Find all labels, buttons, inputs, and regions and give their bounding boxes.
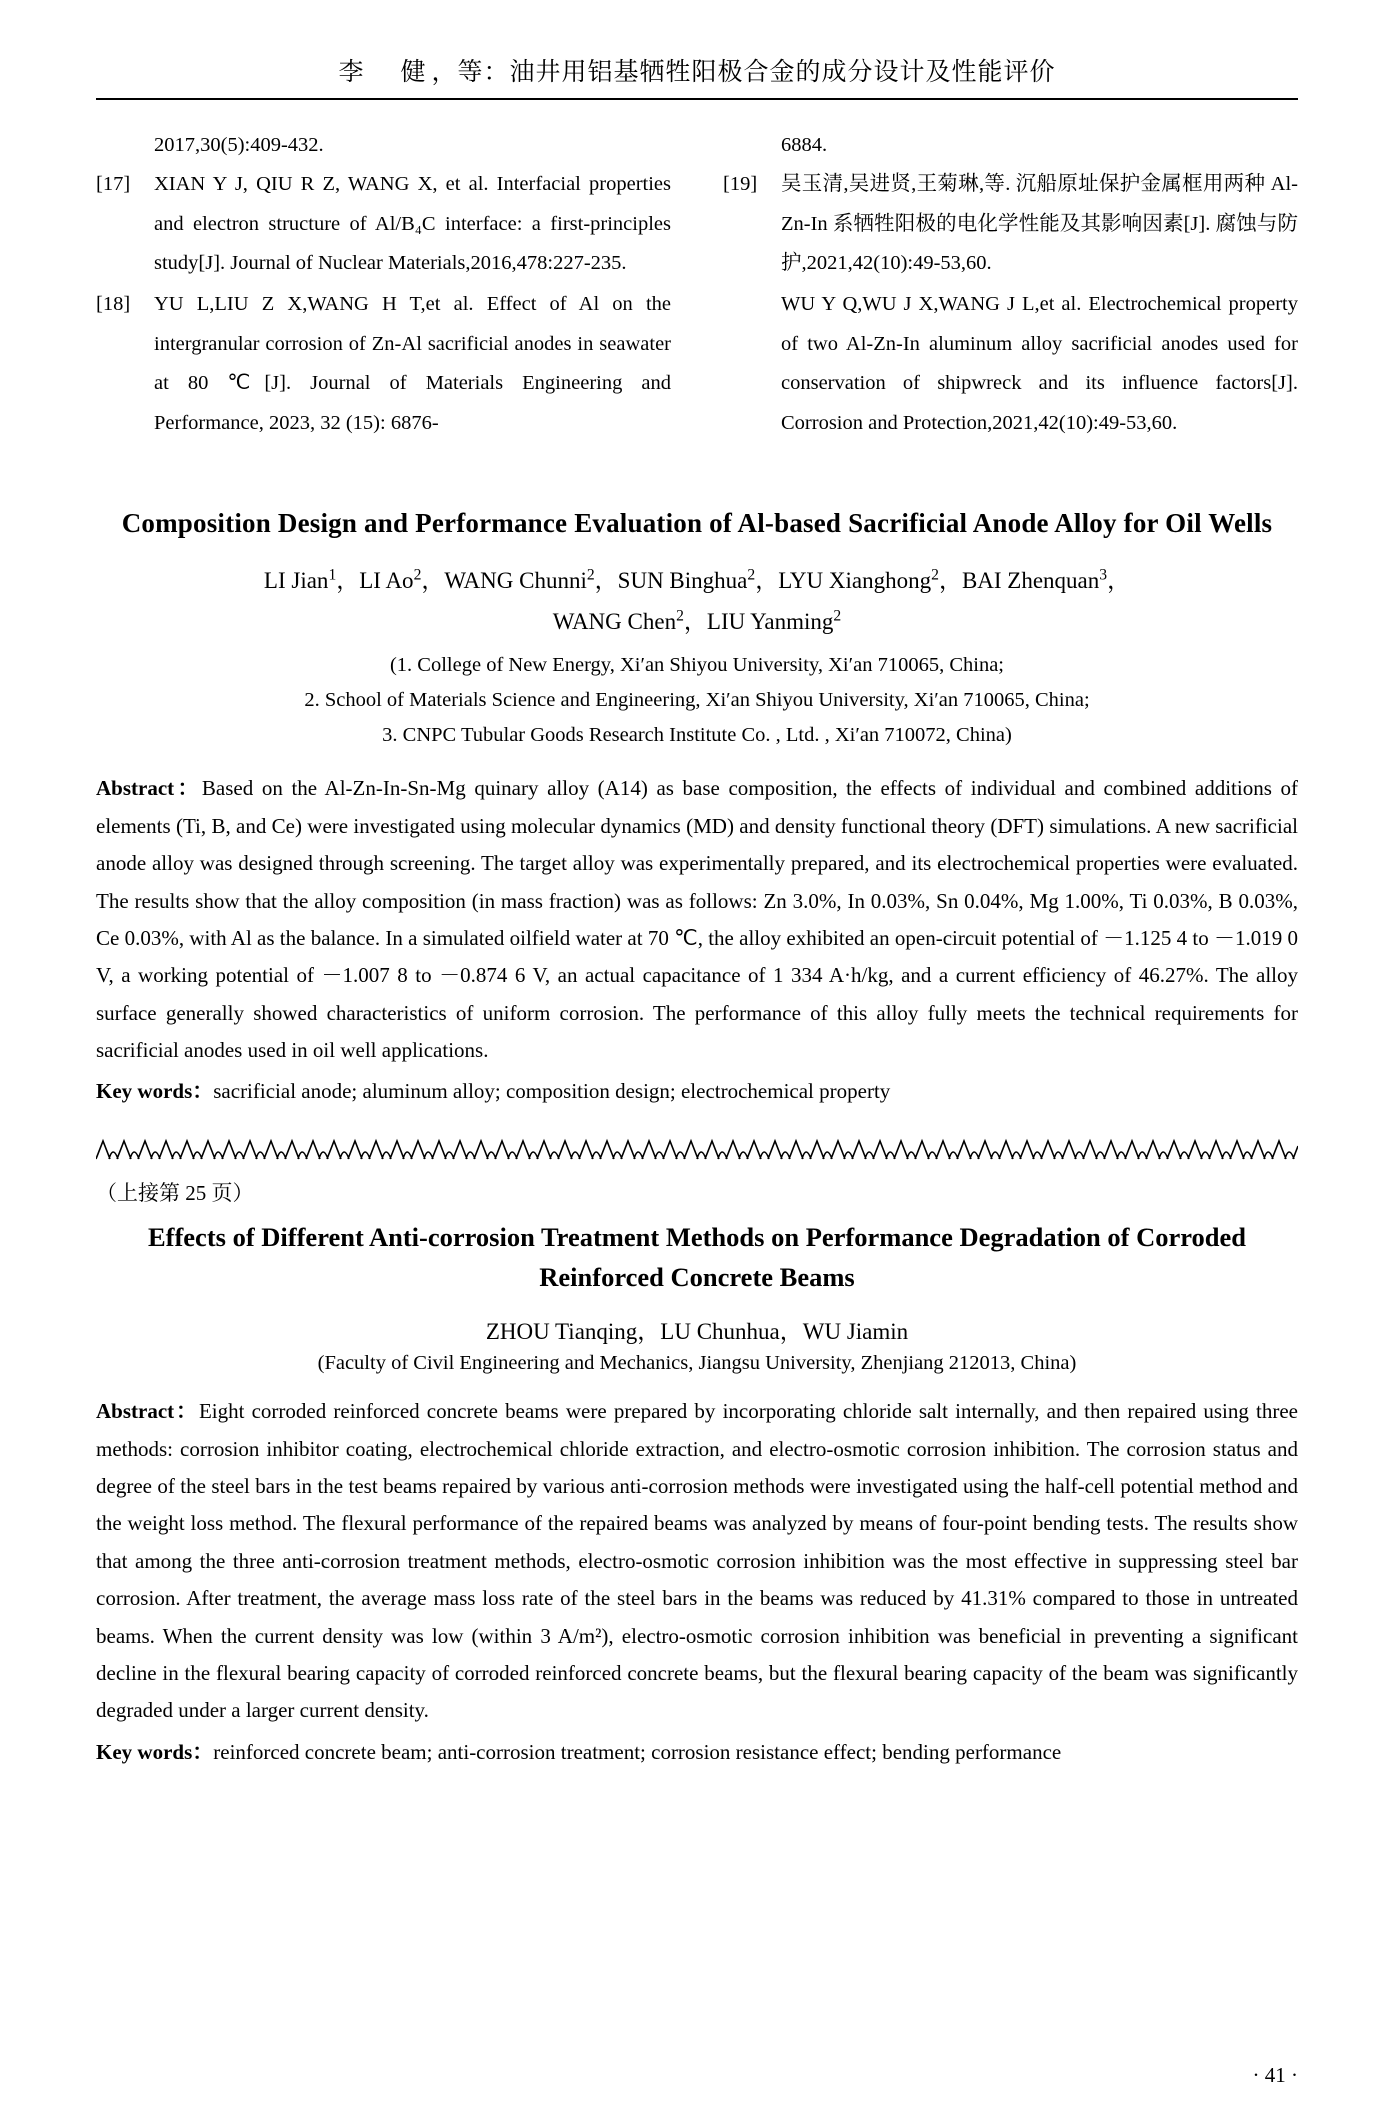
reference-continued-line: 6884. <box>781 134 828 156</box>
page-number: · 41 · <box>1252 2063 1298 2087</box>
reference-item <box>723 165 1298 283</box>
reference-column-right <box>723 126 1298 445</box>
article-two <box>96 1217 1298 1771</box>
reference-columns <box>96 126 1298 445</box>
authors-line-1: LI Jian$^1$，LI Ao$^2$，WANG Chunni$^2$，SUN Binghua$^2$，LYU Xianghong$^2$，BAI Zhenquan$^3$， <box>263 566 1131 594</box>
reference-tag: [17] <box>96 173 131 196</box>
affiliation-line: (1. College of New Energy, Xi′an Shiyou University, Xi′an 710065, China; <box>389 653 1004 676</box>
author-name: SUN Binghua <box>617 568 748 594</box>
reference-text: YU L,LIU Z X,WANG H T,et al. Effect of Al on the intergranular corrosion of Zn-Al sacrificial anodes in seawater at 80 ℃[J]. Journal of Materials Engineering and Performance, 2023, 32 (15): 6876- <box>154 293 671 434</box>
article-abstract <box>96 1393 1298 1729</box>
abstract-label: Abstract： <box>96 1399 199 1424</box>
author-name: WANG Chunni <box>444 568 587 594</box>
reference-continued-line: 2017,30(5):409-432. <box>154 134 324 156</box>
reference-text: XIAN Y J, QIU R Z, WANG X, et al. Interfacial properties and electron structure of Al/B₄C interface: a first-principles study[J]. Journal of Nuclear Materials,2016,478:227-235. <box>154 173 671 275</box>
abstract-text: Eight corroded reinforced concrete beams were prepared by incorporating chloride salt internally, and then repaired using three methods: corrosion inhibitor coating, electrochemical chloride extraction, and electro-osmotic corrosion inhibition. The corrosion status and degree of the steel bars in the test beams repaired by various anti-corrosion methods were investigated using the half-cell potential method and the weight loss method. The flexural performance of the repaired beams was analyzed by means of four-point bending tests. The results show that among the three anti-corrosion treatment methods, electro-osmotic corrosion inhibition was the most effective in suppressing steel bar corrosion. After treatment, the average mass loss rate of the steel bars in the beams was reduced by 41.31% compared to those in untreated beams. When the current density was low (within 3 A/m²), electro-osmotic corrosion inhibition was beneficial in preventing a significant decline in the flexural bearing capacity of corroded reinforced concrete beams, but the flexural bearing capacity of the beam was significantly degraded under a larger current density. <box>96 1399 1298 1723</box>
author-name: BAI Zhenquan <box>961 568 1100 594</box>
author-name: WANG Chen <box>552 608 677 634</box>
keywords-label: Key words： <box>96 1739 214 1764</box>
keywords-text: sacrificial anode; aluminum alloy; composition design; electrochemical property <box>213 1079 891 1104</box>
reference-tag: [19] <box>723 173 758 196</box>
author-name: LIU Yanming <box>706 608 834 634</box>
article-authors: ZHOU Tianqing，LU Chunhua，WU Jiamin <box>485 1319 909 1345</box>
zigzag-separator <box>96 1137 1298 1163</box>
running-head-authors: 李 健 <box>338 59 432 86</box>
author-name: LI Ao <box>359 568 414 594</box>
author-affil-marker: 2 <box>931 566 939 584</box>
article-one <box>96 503 1298 1111</box>
running-head <box>96 52 1298 98</box>
reference-translated-text: WU Y Q,WU J X,WANG J L,et al. Electrochemical property of two Al-Zn-In aluminum alloy sacrificial anodes used for conservation of shipwreck and its influence factors[J]. Corrosion and Protection,2021,42(10):49-53,60. <box>781 293 1298 434</box>
author-name: LI Jian <box>263 568 329 594</box>
keywords-text: reinforced concrete beam; anti-corrosion treatment; corrosion resistance effect; bending performance <box>213 1739 1062 1764</box>
abstract-label: Abstract： <box>96 776 202 801</box>
affiliation-line: 2. School of Materials Science and Engineering, Xi′an Shiyou University, Xi′an 710065, China; <box>304 688 1090 711</box>
article-title: Effects of Different Anti-corrosion Treatment Methods on Performance Degradation of Corroded Reinforced Concrete Beams <box>147 1221 1247 1293</box>
continuation-note: （上接第 25 页） <box>96 1180 254 1205</box>
authors-line-2: WANG Chen$^2$，LIU Yanming$^2$ <box>552 606 842 634</box>
affiliation-line: 3. CNPC Tubular Goods Research Institute Co. , Ltd. , Xi′an 710072, China) <box>382 723 1012 746</box>
reference-tag: [18] <box>96 293 131 316</box>
article-affiliations <box>96 648 1298 753</box>
article-title: Composition Design and Performance Evaluation of Al-based Sacrificial Anode Alloy for Oil Wells <box>121 507 1273 538</box>
article-affiliation: (Faculty of Civil Engineering and Mechanics, Jiangsu University, Zhenjiang 212013, China) <box>317 1352 1077 1375</box>
author-affil-marker: 2 <box>833 606 842 624</box>
author-affil-marker: 1 <box>328 566 337 584</box>
reference-item <box>96 285 671 442</box>
reference-column-left <box>96 126 671 445</box>
reference-item <box>96 165 671 283</box>
header-divider <box>96 98 1298 100</box>
article-authors <box>96 561 1298 642</box>
abstract-text: Based on the Al-Zn-In-Sn-Mg quinary alloy (A14) as base composition, the effects of individual and combined additions of elements (Ti, B, and Ce) were investigated using molecular dynamics (MD) and density functional theory (DFT) simulations. A new sacrificial anode alloy was designed through screening. The target alloy was experimentally prepared, and its electrochemical properties were evaluated. The results show that the alloy composition (in mass fraction) was as follows: Zn 3.0%, In 0.03%, Sn 0.04%, Mg 1.00%, Ti 0.03%, B 0.03%, Ce 0.03%, with Al as the balance. In a simulated oilfield water at 70 ℃, the alloy exhibited an open-circuit potential of －1.125 4 to －1.019 0 V, a working potential of －1.007 8 to －0.874 6 V, an actual capacitance of 1 334 A·h/kg, and a current efficiency of 46.27%. The alloy surface generally showed characteristics of uniform corrosion. The performance of this alloy fully meets the technical requirements for sacrificial anodes used in oil well applications. <box>96 776 1298 1063</box>
keywords-label: Key words： <box>96 1079 214 1104</box>
article-keywords <box>96 1734 1298 1771</box>
author-affil-marker: 2 <box>676 606 684 624</box>
author-affil-marker: 2 <box>747 566 756 584</box>
running-head-title: ，等：油井用铝基牺牲阳极合金的成分设计及性能评价 <box>431 59 1056 86</box>
author-affil-marker: 3 <box>1099 566 1108 584</box>
author-name: LYU Xianghong <box>778 568 932 594</box>
article-keywords <box>96 1073 1298 1110</box>
author-affil-marker: 2 <box>586 566 595 584</box>
article-abstract <box>96 770 1298 1069</box>
author-affil-marker: 2 <box>413 566 422 584</box>
reference-text: 吴玉清,吴进贤,王菊琳,等. 沉船原址保护金属框用两种 Al-Zn-In 系牺牲阳极的电化学性能及其影响因素[J]. 腐蚀与防护,2021,42(10):49-53,60. <box>781 173 1298 275</box>
